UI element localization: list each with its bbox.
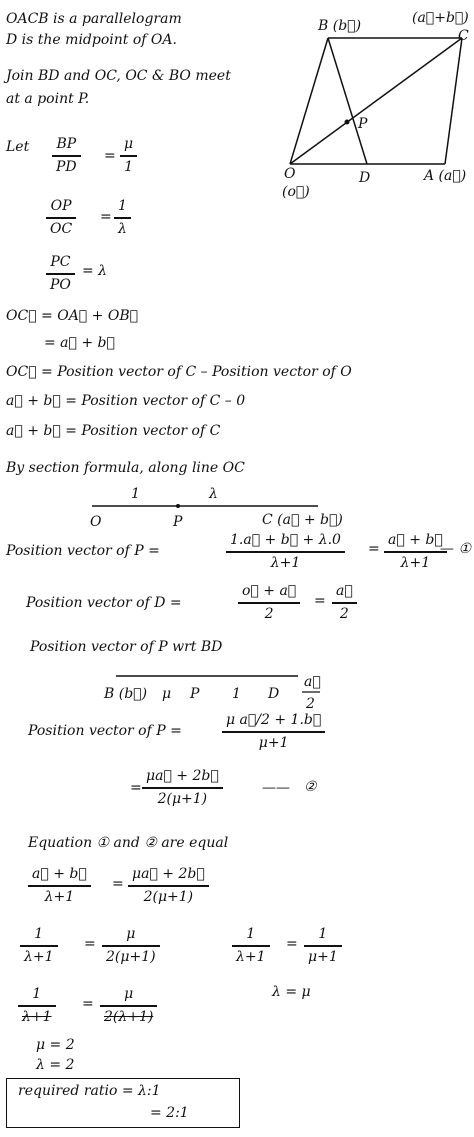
- eq-b-left-den: λ+1: [24, 948, 54, 965]
- eq-d-right-den: 2(λ+1): [104, 1008, 154, 1025]
- line-bd-b: B (b⃗): [104, 686, 148, 702]
- pv-p2-denominator: μ+1: [258, 734, 289, 751]
- lambda-value: λ = 2: [36, 1057, 75, 1073]
- pv-p2-fraction: [222, 712, 325, 752]
- ratio-po: PO: [50, 276, 71, 293]
- pv-d-label: Position vector of D =: [26, 595, 182, 611]
- vector-oc-position: OC⃗ = Position vector of C – Position vector of O: [6, 364, 352, 380]
- point-p: [345, 120, 350, 125]
- ratio-one: 1: [124, 158, 134, 175]
- line-bd-d-den: 2: [306, 696, 315, 712]
- pv-d-result: [332, 583, 357, 623]
- equations-equal-text: Equation ① and ② are equal: [28, 835, 229, 851]
- ratio-op: OP: [50, 198, 72, 214]
- pv-p2-result-den: 2(μ+1): [157, 790, 208, 807]
- ratio-pc-po: [46, 254, 75, 294]
- intro-line-4: at a point P.: [6, 91, 90, 107]
- eq-c-left-den: λ+1: [236, 948, 266, 965]
- ratio-pc: PC: [50, 254, 71, 270]
- eq-a-left-den: λ+1: [44, 888, 75, 905]
- line-bd-p: P: [190, 686, 200, 702]
- pv-d-denominator: 2: [264, 605, 274, 622]
- pv-d-numerator: o⃗ + a⃗: [242, 583, 297, 599]
- eq-c-right: [304, 926, 342, 966]
- ratio-bp-pd: [52, 136, 81, 176]
- label-p: P: [358, 116, 368, 132]
- line-oc-o: O: [90, 514, 102, 530]
- eq-c-right-num: 1: [318, 926, 328, 942]
- line-oc-one: 1: [131, 486, 140, 502]
- pv-d-result-den: 2: [339, 605, 349, 622]
- eq-c-left-num: 1: [246, 926, 256, 942]
- pv-d-fraction: [238, 583, 300, 623]
- label-c-vector: (a⃗+b⃗): [412, 10, 469, 26]
- ratio-1: 1: [118, 198, 127, 214]
- eq-d-left: [18, 986, 56, 1026]
- eq-b-left: [20, 926, 58, 966]
- lambda-equals-mu: λ = μ: [272, 984, 311, 1000]
- line-bd-mu: μ: [162, 686, 172, 702]
- segment-bd: [328, 38, 367, 164]
- pv-p1-denominator: λ+1: [270, 554, 301, 571]
- label-o: O: [284, 166, 296, 182]
- ratio-oc: OC: [50, 220, 73, 237]
- answer-label: required ratio = λ:1: [18, 1083, 161, 1099]
- pv-p2-label: Position vector of P =: [28, 723, 182, 739]
- ratio-bp: BP: [56, 136, 77, 152]
- vector-c-minus-0: a⃗ + b⃗ = Position vector of C – 0: [6, 393, 246, 409]
- line-oc-p: P: [173, 514, 183, 530]
- pv-p1-result-num: a⃗ + b⃗: [388, 532, 443, 548]
- eq-a-right-num: μa⃗ + 2b⃗: [132, 866, 205, 882]
- pv-p2-numerator: μ a⃗/2 + 1.b⃗: [226, 712, 322, 728]
- eq-a-left-num: a⃗ + b⃗: [32, 866, 87, 882]
- eq-d-right-num: μ: [124, 986, 134, 1002]
- eq-d-left-num: 1: [32, 986, 42, 1002]
- ratio-1-lambda: [114, 198, 131, 238]
- let-label: Let: [6, 139, 30, 155]
- edge-ob: [290, 38, 328, 164]
- ratio-lambda: λ: [118, 220, 127, 237]
- eq-b-left-num: 1: [34, 926, 44, 942]
- eq-c-left: [232, 926, 270, 966]
- edge-ac: [445, 38, 462, 164]
- label-a: A (a⃗): [424, 168, 467, 184]
- pv-p1-result: [384, 532, 447, 572]
- intro-line-2: D is the midpoint of OA.: [6, 32, 177, 48]
- answer-value: = 2:1: [150, 1105, 189, 1121]
- line-bd-d: D: [268, 686, 280, 702]
- equation-2-tag: ②: [304, 779, 317, 795]
- pv-d-result-num: a⃗: [336, 583, 353, 599]
- eq-d-left-den: λ+1: [22, 1008, 52, 1025]
- eq-b-right-num: μ: [126, 926, 136, 942]
- eq-a-right: [128, 866, 209, 906]
- label-d: D: [359, 170, 371, 186]
- pv-p1-numerator: 1.a⃗ + b⃗ + λ.0: [230, 532, 341, 548]
- line-oc-lambda: λ: [209, 486, 218, 502]
- label-c: C: [458, 28, 469, 44]
- intro-line-1: OACB is a parallelogram: [6, 11, 182, 27]
- pv-p2-result-num: μa⃗ + 2b⃗: [146, 768, 219, 784]
- intro-line-3: Join BD and OC, OC & BO meet: [6, 68, 231, 84]
- vector-oc-sum: OC⃗ = OA⃗ + OB⃗: [6, 308, 139, 324]
- ratio-mu-1: [120, 136, 137, 176]
- label-b: B (b⃗): [318, 18, 362, 34]
- eq-a-left: [28, 866, 91, 906]
- diagonal-oc: [290, 38, 462, 164]
- ratio-op-oc: [46, 198, 76, 238]
- pv-p1-label: Position vector of P =: [6, 543, 160, 559]
- ratio-mu: μ: [124, 136, 134, 152]
- eq-b-right: [102, 926, 160, 966]
- pv-p-wrt-bd: Position vector of P wrt BD: [30, 639, 223, 655]
- line-bd-diagram: [0, 668, 474, 714]
- section-formula-text: By section formula, along line OC: [6, 460, 245, 476]
- mu-value: μ = 2: [36, 1037, 75, 1053]
- eq-d-right: [100, 986, 157, 1026]
- pv-p2-result: [142, 768, 223, 808]
- eq-b-right-den: 2(μ+1): [106, 948, 156, 965]
- parallelogram-diagram: [0, 0, 474, 210]
- label-o-vector: (o⃗): [282, 184, 310, 200]
- equation-1-tag: — ①: [440, 541, 472, 557]
- line-bd-one: 1: [232, 686, 241, 702]
- vector-a-plus-b: = a⃗ + b⃗: [44, 335, 115, 351]
- pv-p1-result-den: λ+1: [400, 554, 431, 571]
- eq-c-right-den: μ+1: [308, 948, 338, 965]
- vector-c: a⃗ + b⃗ = Position vector of C: [6, 423, 221, 439]
- pv-p1-fraction: [226, 532, 345, 572]
- ratio-pd: PD: [56, 158, 77, 175]
- ratio-pc-po-rhs: = λ: [82, 263, 108, 279]
- line-oc-c: C (a⃗ + b⃗): [262, 512, 343, 528]
- line-oc-diagram: [0, 484, 474, 534]
- eq-a-right-den: 2(μ+1): [143, 888, 194, 905]
- line-bd-d-num: a⃗: [304, 674, 321, 690]
